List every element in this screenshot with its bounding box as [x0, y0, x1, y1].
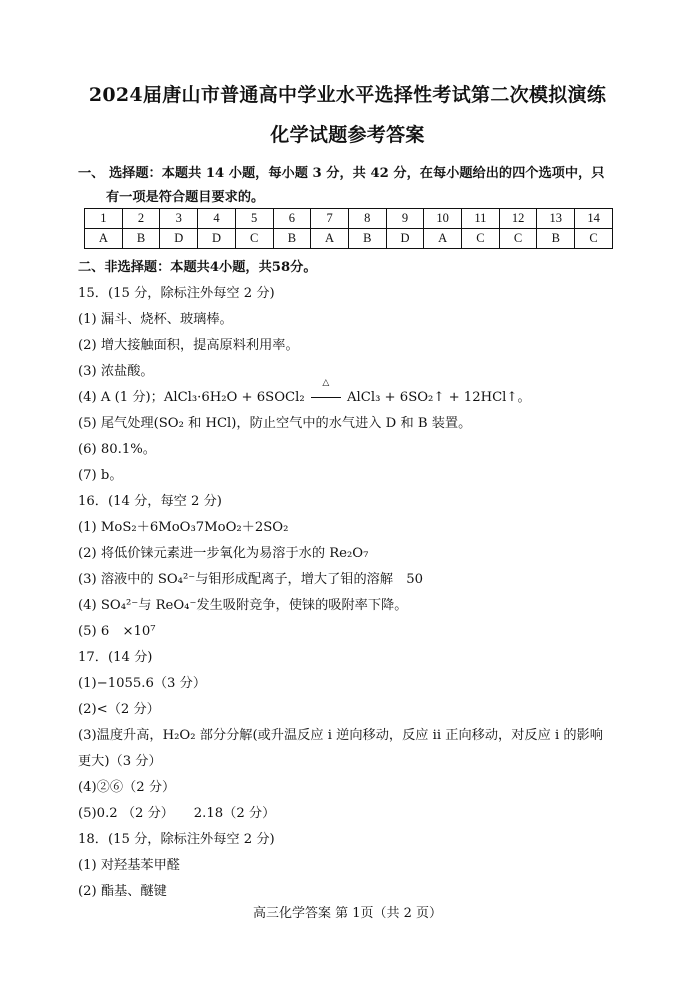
question-number: 12: [499, 209, 537, 229]
q15-answer-4: [78, 378, 531, 405]
q15-answer-6: (6) 80.1%。: [78, 442, 156, 457]
answer-letter: B: [122, 229, 160, 249]
answer-letter: D: [198, 229, 236, 249]
q15-answer-3: (3) 浓盐酸。: [78, 364, 154, 379]
q15-answer-1: (1) 漏斗、烧杯、玻璃棒。: [78, 312, 233, 327]
page-footer: 高三化学答案 第 1页（共 2 页）: [252, 906, 443, 921]
q17-answer-2: (2)<（2 分）: [78, 702, 160, 717]
answer-letter: C: [499, 229, 537, 249]
question-number: 5: [235, 209, 273, 229]
q15-answer-4-prefix: (4) A (1 分)；: [78, 390, 164, 405]
q16-answer-5: (5) 6 ×10⁷: [78, 624, 156, 639]
answer-letter: B: [273, 229, 311, 249]
answer-letter: C: [462, 229, 500, 249]
q17-answer-3: (3)温度升高，H₂O₂ 部分分解(或升温反应 i 逆向移动，反应 ii 正向移动，对反应 i 的影响: [78, 728, 603, 743]
question-number: 8: [348, 209, 386, 229]
answer-table-numbers-row: [85, 209, 613, 229]
page-title: 2024届唐山市普通高中学业水平选择性考试第二次模拟演练: [88, 84, 607, 106]
q16-answer-3: (3) 溶液中的 SO₄²⁻与钼形成配离子，增大了钼的溶解 50: [78, 572, 423, 587]
question-number: 3: [160, 209, 198, 229]
q15-header: 15．(15 分，除标注外每空 2 分): [78, 286, 275, 301]
question-number: 13: [537, 209, 575, 229]
question-number: 2: [122, 209, 160, 229]
question-number: 4: [198, 209, 236, 229]
answer-letter: A: [424, 229, 462, 249]
answer-letter: B: [348, 229, 386, 249]
page-subtitle: 化学试题参考答案: [270, 124, 425, 146]
q17-answer-5: (5)0.2 （2 分） 2.18（2 分）: [78, 806, 276, 821]
q18-header: 18．(15 分，除标注外每空 2 分): [78, 832, 275, 847]
q16-answer-4: (4) SO₄²⁻与 ReO₄⁻发生吸附竞争，使铼的吸附率下降。: [78, 598, 408, 613]
section2-heading: 二、非选择题：本题共4小题，共58分。: [78, 260, 317, 275]
q15-answer-5: (5) 尾气处理(SO₂ 和 HCl)，防止空气中的水气进入 D 和 B 装置。: [78, 416, 472, 431]
q17-answer-3-cont: 更大)（3 分）: [78, 754, 162, 769]
question-number: 14: [575, 209, 613, 229]
answer-letter: C: [575, 229, 613, 249]
q16-header: 16．(14 分，每空 2 分): [78, 494, 222, 509]
answer-letter: C: [235, 229, 273, 249]
q15-answer-4-products: AlCl₃ + 6SO₂↑ + 12HCl↑。: [347, 390, 531, 405]
answer-letter: A: [311, 229, 349, 249]
answer-letter: A: [85, 229, 123, 249]
section1-heading: 一、 选择题：本题共 14 小题，每小题 3 分，共 42 分，在每小题给出的四个选项中，只: [78, 166, 605, 181]
question-number: 9: [386, 209, 424, 229]
question-number: 11: [462, 209, 500, 229]
answer-table-answers-row: [85, 229, 613, 249]
answer-letter: D: [386, 229, 424, 249]
q16-answer-2: (2) 将低价铼元素进一步氧化为易溶于水的 Re₂O₇: [78, 546, 369, 561]
question-number: 10: [424, 209, 462, 229]
q18-answer-2: (2) 酯基、醚键: [78, 884, 167, 899]
q17-answer-1: (1)−1055.6（3 分）: [78, 676, 207, 691]
answer-letter: B: [537, 229, 575, 249]
answer-table: [84, 208, 613, 249]
answer-letter: D: [160, 229, 198, 249]
q17-header: 17．(14 分): [78, 650, 153, 665]
q18-answer-1: (1) 对羟基苯甲醛: [78, 858, 180, 873]
q15-answer-7: (7) b。: [78, 468, 123, 483]
section1-heading-cont: 有一项是符合题目要求的。: [106, 190, 265, 205]
question-number: 6: [273, 209, 311, 229]
heating-condition-arrow: [309, 378, 343, 405]
q17-answer-4: (4)②⑥（2 分）: [78, 780, 176, 795]
question-number: 1: [85, 209, 123, 229]
heat-triangle-icon: △: [322, 378, 330, 388]
q15-answer-2: (2) 增大接触面积，提高原料利用率。: [78, 338, 299, 353]
q15-answer-4-reactants: AlCl₃·6H₂O + 6SOCl₂: [163, 390, 305, 405]
q16-answer-1: (1) MoS₂＋6MoO₃7MoO₂＋2SO₂: [78, 520, 289, 535]
question-number: 7: [311, 209, 349, 229]
